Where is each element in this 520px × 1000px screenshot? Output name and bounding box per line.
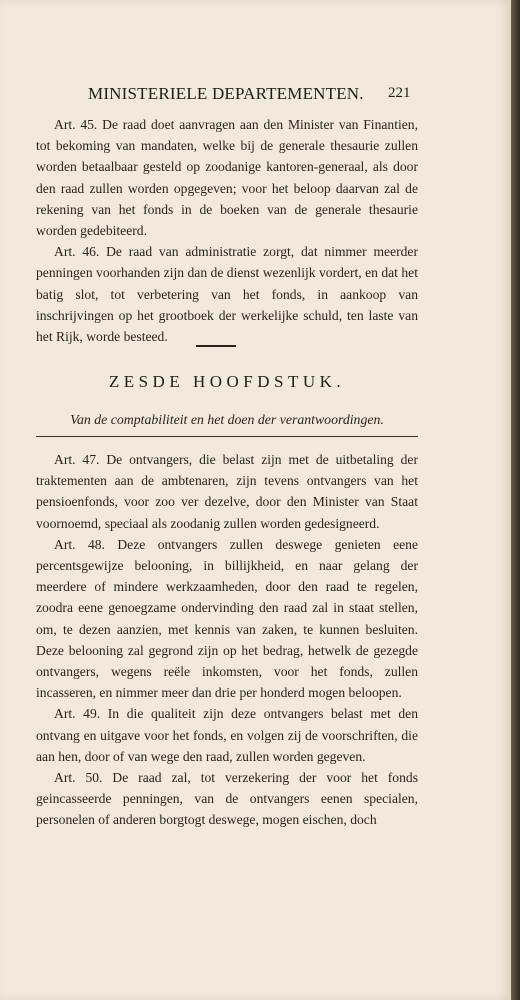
subtitle-rule	[36, 436, 418, 437]
section-divider	[196, 345, 236, 347]
page-number: 221	[388, 85, 411, 101]
article-49: Art. 49. In die qualiteit zijn deze ontvangers belast met den ontvang en uitgave voor het fonds, en volgen zij de voorschriften, die aan hen, door of van wege den raad, zullen worden gegeven.	[36, 706, 418, 764]
article-46: Art. 46. De raad van administratie zorgt, dat nimmer meerder penningen voorhanden zijn dan de dienst wezenlijk vordert, en dat het batig slot, tot verbetering van het fonds, in aankoop van inschrijvingen op het grootboek der werkelijke schuld, ten laste van het Rijk, worde besteed.	[36, 244, 418, 345]
article-45: Art. 45. De raad doet aanvragen aan den Minister van Finantien, tot bekoming van mandaten, welke bij de generale thesaurie zullen worden betaalbaar gesteld op zoodanige kantoren-generaal, als door den raad zullen worden opgegeven; voor het beloop daarvan zal de rekening van het fonds in de boeken van de generale thesaurie worden gedebiteerd.	[36, 117, 418, 239]
chapter-subtitle: Van de comptabiliteit en het doen der verantwoordingen.	[70, 412, 384, 427]
articles-45-46	[36, 114, 418, 347]
article-50: Art. 50. De raad zal, tot verzekering der voor het fonds geincasseerde penningen, van de ontvangers eenen specialen, personelen of anderen borgtogt deswege, mogen eischen, doch	[36, 770, 418, 828]
page-edge	[511, 0, 520, 1000]
articles-47-50	[36, 449, 418, 831]
article-48: Art. 48. Deze ontvangers zullen deswege genieten eene percentsgewijze belooning, in billijkheid, en naar gelang der meerdere of mindere werkzaamheden, door den raad te regelen, zoodra eene genoegzame ondervinding den raad zal in staat stellen, om, te dezen aanzien, met kennis van zaken, te kunnen besluiten. Deze belooning zal gegrond zijn op het bedrag, hetwelk de gezegde ontvangers, wegens reële inkomsten, voor het fonds, zullen incasseren, en nimmer meer dan drie per honderd mogen beloopen.	[36, 536, 418, 701]
article-47: Art. 47. De ontvangers, die belast zijn met de uitbetaling der traktementen aan de ambtenaren, zijn tevens ontvangers van het pensioenfonds, voor zoo ver dezelve, door den Minister van Staat voornoemd, speciaal als zoodanig zullen worden gedesigneerd.	[36, 452, 418, 531]
chapter-title: ZESDE HOOFDSTUK.	[108, 372, 346, 391]
running-head: MINISTERIELE DEPARTEMENTEN.	[88, 84, 364, 103]
